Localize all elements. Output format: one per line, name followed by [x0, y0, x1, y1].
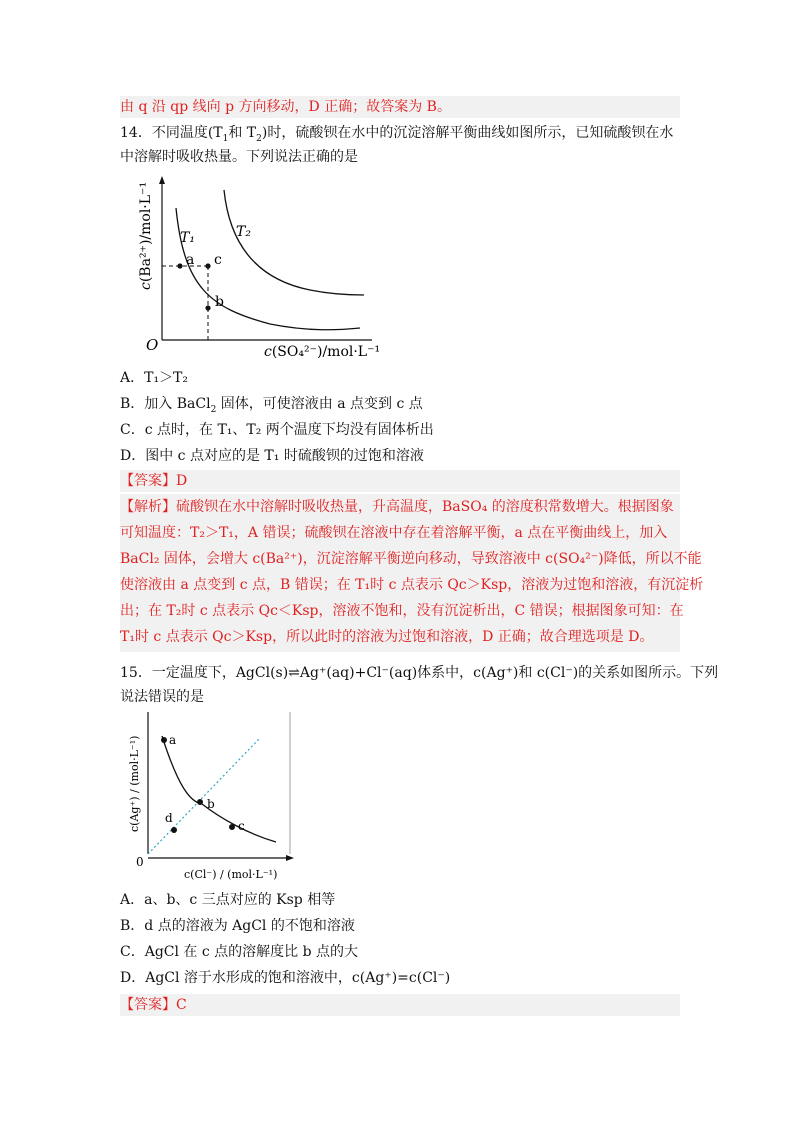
- q15-y-label: c(Ag⁺) / (mol·L⁻¹): [128, 735, 141, 832]
- q14-label-t2: T₂: [236, 224, 251, 240]
- q14-graph: [120, 168, 400, 358]
- q15-point-d: [171, 827, 177, 833]
- q15-label-b: b: [207, 797, 215, 811]
- q15-answer: [120, 994, 680, 1016]
- q15-origin: 0: [136, 855, 144, 869]
- q15-dotted-line: [148, 738, 260, 854]
- q14-stem-part: 14．不同温度(T: [120, 125, 223, 141]
- q15-stem-line1: 15．一定温度下，AgCl(s)⇌Ag⁺(aq)+Cl⁻(aq)体系中，c(Ag⁺)和 c(Cl⁻)的关系如图所示。下列: [120, 665, 719, 681]
- q15-option-c: C．AgCl 在 c 点的溶解度比 b 点的大: [120, 944, 359, 960]
- q14-label-a: a: [186, 252, 195, 268]
- q14-label-b: b: [215, 294, 224, 310]
- q14-stem-part: )时，硫酸钡在水中的沉淀溶解平衡曲线如图所示，已知硫酸钡在水: [261, 125, 674, 141]
- q15-label-a: a: [169, 733, 177, 747]
- q14-stem-part: 和 T: [228, 125, 257, 141]
- q15-label-c: c: [238, 819, 245, 833]
- q14-analysis-l2: 可知温度：T₂＞T₁，A 错误；硫酸钡在溶液中存在着溶解平衡，a 点在平衡曲线上，加入: [120, 525, 668, 541]
- q14-label-c: c: [214, 252, 222, 268]
- q14-option-d: D．图中 c 点对应的是 T₁ 时硫酸钡的过饱和溶液: [120, 448, 424, 464]
- q14-analysis-block: [120, 494, 704, 652]
- q14-analysis-l6: T₁时 c 点表示 Qc＞Ksp，所以此时的溶液为过饱和溶液，D 正确；故合理选项是 D。: [120, 629, 654, 645]
- q14-option-a: A．T₁＞T₂: [120, 370, 189, 386]
- q15-point-c: [229, 824, 235, 830]
- q15-label-d: d: [165, 811, 173, 825]
- q14-x-label: c(SO₄²⁻)/mol·L⁻¹: [264, 344, 381, 358]
- q14-point-a: [177, 263, 182, 268]
- q14-analysis-l5: 出；在 T₂时 c 点表示 Qc＜Ksp，溶液不饱和，没有沉淀析出，C 错误；根据图象可知：在: [120, 603, 684, 619]
- q14-y-label: c(Ba²⁺)/mol·L⁻¹: [138, 181, 154, 290]
- q14-answer-value: D: [176, 473, 188, 489]
- q14-option-b: B．加入 BaCl$_2$ 固体，可使溶液由 a 点变到 c 点: [120, 396, 423, 415]
- q14-point-b: [205, 305, 210, 310]
- q15-x-arrow: [286, 855, 294, 861]
- q15-option-a: A．a、b、c 三点对应的 Ksp 相等: [120, 892, 336, 908]
- q15-answer-label: 【答案】: [120, 997, 176, 1013]
- q14-analysis-l3: BaCl₂ 固体，会增大 c(Ba²⁺)，沉淀溶解平衡逆向移动，导致溶液中 c(SO₄²⁻)降低，所以不能: [120, 551, 702, 567]
- q14-y-arrow: [159, 176, 165, 184]
- q15-point-b: [197, 799, 203, 805]
- q15-option-d: D．AgCl 溶于水形成的饱和溶液中，c(Ag⁺)=c(Cl⁻): [120, 970, 451, 986]
- q14-answer: [120, 470, 680, 492]
- q15-point-a: [161, 737, 167, 743]
- q14-analysis-label: 【解析】: [120, 499, 176, 515]
- q14-stem-line2: 中溶解时吸收热量。下列说法正确的是: [120, 149, 358, 165]
- q14-label-t1: T₁: [180, 230, 195, 246]
- q15-stem-line2: 说法错误的是: [120, 689, 204, 705]
- q14-option-b-part: B．加入 BaCl: [120, 396, 211, 412]
- q14-answer-label: 【答案】: [120, 473, 176, 489]
- q14-analysis-l4: 使溶液由 a 点变到 c 点，B 错误；在 T₁时 c 点表示 Qc＞Ksp，溶液为过饱和溶液，有沉淀析: [120, 577, 704, 593]
- q15-curve: [162, 736, 276, 842]
- q14-point-c: [205, 263, 210, 268]
- q14-option-b-part: 固体，可使溶液由 a 点变到 c 点: [216, 396, 423, 412]
- q14-curve-t1: [176, 208, 360, 330]
- q15-answer-value: C: [176, 997, 187, 1013]
- q14-analysis-l1: [120, 496, 680, 518]
- q15-option-b: B．d 点的溶液为 AgCl 的不饱和溶液: [120, 918, 355, 934]
- q15-x-label: c(Cl⁻) / (mol·L⁻¹): [184, 868, 278, 881]
- q14-stem-line1: 14．不同温度($T_1$和 $T_2$)时，硫酸钡在水中的沉淀溶解平衡曲线如图所示，已知硫酸钡在水: [120, 125, 674, 144]
- q14-origin: O: [146, 336, 159, 354]
- prev-answer-tail: 由 q 沿 qp 线向 p 方向移动，D 正确；故答案为 B。: [120, 96, 680, 118]
- q14-option-c: C．c 点时，在 T₁、T₂ 两个温度下均没有固体析出: [120, 422, 434, 438]
- q14-curve-t2: [224, 190, 364, 295]
- q15-graph: [120, 706, 320, 882]
- q14-analysis-text: 硫酸钡在水中溶解时吸收热量，升高温度，BaSO₄ 的溶度积常数增大。根据图象: [176, 499, 674, 515]
